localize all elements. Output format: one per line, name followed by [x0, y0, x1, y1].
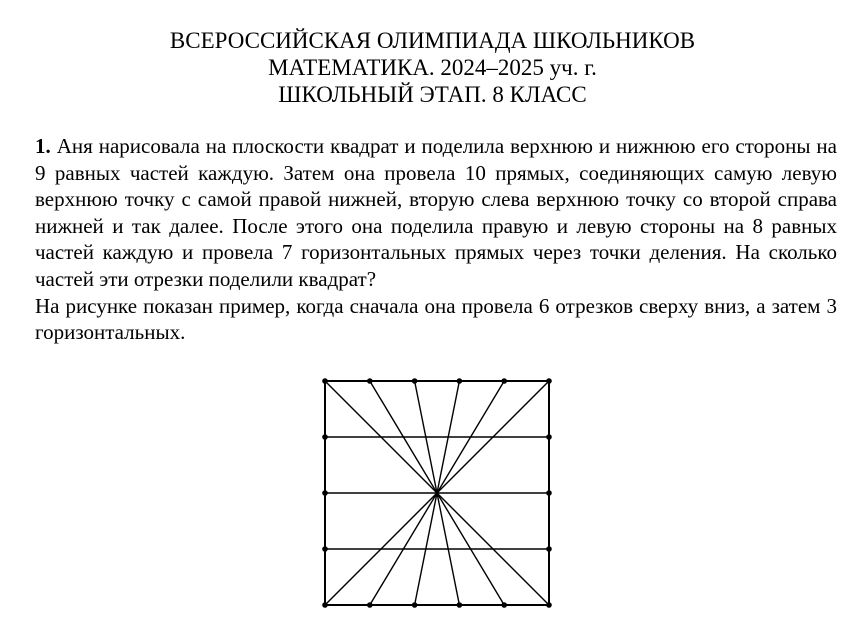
top-division-point: [412, 378, 418, 384]
right-division-point: [546, 434, 552, 440]
header-stage-grade: ШКОЛЬНЫЙ ЭТАП. 8 КЛАСС: [278, 82, 587, 107]
bottom-division-point: [546, 602, 552, 608]
header-subject-year: МАТЕМАТИКА. 2024–2025 уч. г.: [268, 55, 597, 80]
problem-text: Аня нарисовала на плоскости квадрат и поделила верхнюю и нижнюю его стороны на 9 равных частей каждую. Затем она провела 10 прямых, соединяющих самую левую верхнюю точку с самой правой нижней, вторую слева верхнюю точку со второй справа нижней и так далее. После этого она поделила правую и левую стороны на 8 равных частей каждую и провела 7 горизонтальных прямых через точки деления. На сколько частей эти отрезки поделили квадрат?: [35, 134, 837, 291]
problem-block: [35, 133, 837, 346]
bottom-division-point: [322, 602, 328, 608]
top-division-point: [546, 378, 552, 384]
header-title: ВСЕРОССИЙСКАЯ ОЛИМПИАДА ШКОЛЬНИКОВ: [169, 28, 696, 53]
bottom-division-point: [457, 602, 463, 608]
left-division-point: [322, 434, 328, 440]
left-division-point: [322, 546, 328, 552]
problem-number: 1.: [35, 134, 51, 158]
problem-statement: [35, 133, 837, 293]
top-division-point: [367, 378, 373, 384]
bottom-division-point: [412, 602, 418, 608]
left-division-point: [322, 490, 328, 496]
top-division-point: [501, 378, 507, 384]
top-division-point: [457, 378, 463, 384]
right-division-point: [546, 546, 552, 552]
problem-example: На рисунке показан пример, когда сначала она провела 6 отрезков сверху вниз, а затем 3 горизонтальных.: [35, 293, 837, 345]
bottom-division-point: [367, 602, 373, 608]
right-division-point: [546, 490, 552, 496]
bottom-division-point: [501, 602, 507, 608]
example-figure: [318, 374, 554, 615]
square-diagram: [318, 374, 554, 610]
top-division-point: [322, 378, 328, 384]
olympiad-header: [0, 27, 865, 108]
